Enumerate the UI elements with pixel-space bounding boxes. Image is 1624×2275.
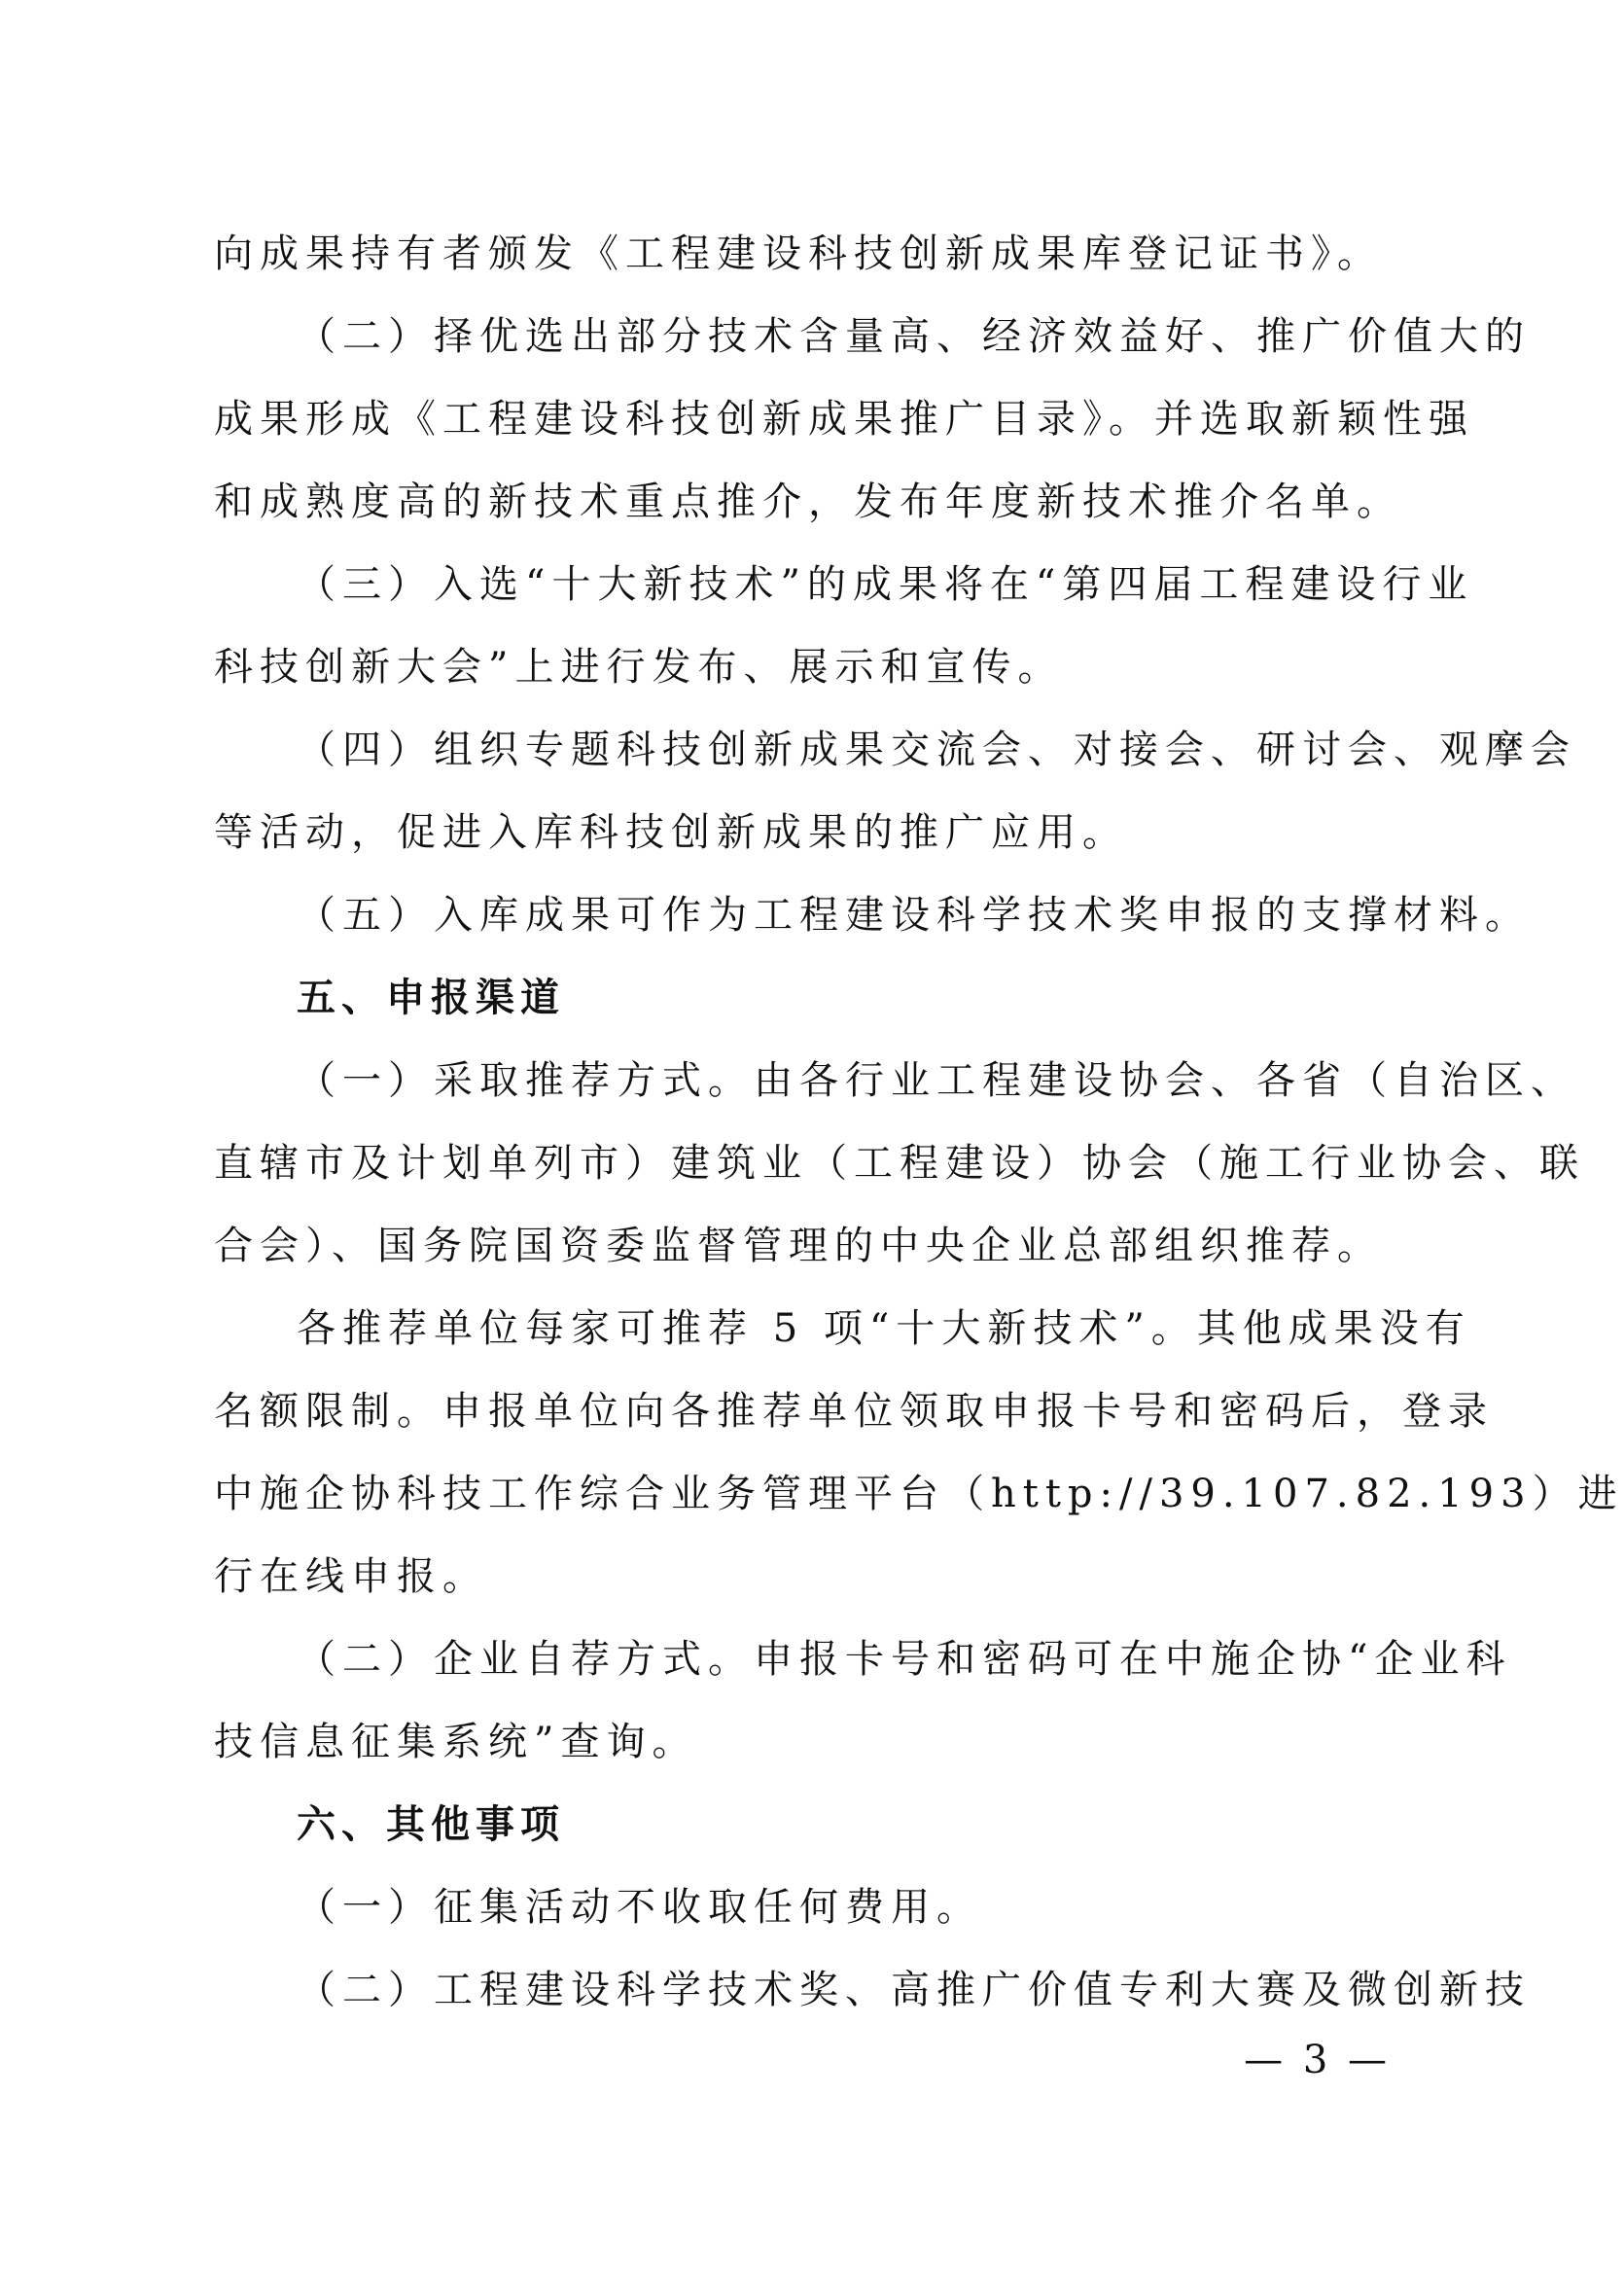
paragraph-line: 成果形成《工程建设科技创新成果推广目录》。并选取新颖性强 xyxy=(214,397,1474,442)
page-number: — 3 — xyxy=(1244,2038,1391,2082)
paragraph-line: （五）入库成果可作为工程建设科学技术奖申报的支撑材料。 xyxy=(297,893,1531,938)
paragraph-line: 中施企协科技工作综合业务管理平台（http://39.107.82.193）进 xyxy=(214,1472,1624,1516)
paragraph-line: （一）征集活动不收取任何费用。 xyxy=(297,1885,982,1930)
paragraph-line: 合会）、国务院国资委监督管理的中央企业总部组织推荐。 xyxy=(214,1224,1383,1268)
paragraph-line: 技信息征集系统”查询。 xyxy=(214,1720,698,1764)
paragraph-line: （二）择优选出部分技术含量高、经济效益好、推广价值大的 xyxy=(297,314,1531,359)
paragraph-line: 直辖市及计划单列市）建筑业（工程建设）协会（施工行业协会、联 xyxy=(214,1141,1585,1186)
paragraph-line: 行在线申报。 xyxy=(214,1554,488,1599)
paragraph-line: （二）企业自荐方式。申报卡号和密码可在中施企协“企业科 xyxy=(297,1637,1512,1682)
paragraph-line: （一）采取推荐方式。由各行业工程建设协会、各省（自治区、 xyxy=(297,1058,1576,1103)
paragraph-line: 名额限制。申报单位向各推荐单位领取申报卡号和密码后，登录 xyxy=(214,1389,1494,1434)
paragraph-line: 向成果持有者颁发《工程建设科技创新成果库登记证书》。 xyxy=(214,231,1383,276)
paragraph-line: （三）入选“十大新技术”的成果将在“第四届工程建设行业 xyxy=(297,562,1474,607)
paragraph-line: 各推荐单位每家可推荐 5 项“十大新技术”。其他成果没有 xyxy=(297,1306,1471,1351)
paragraph-line: （二）工程建设科学技术奖、高推广价值专利大赛及微创新技 xyxy=(297,1968,1531,2012)
paragraph-line: 科技创新大会”上进行发布、展示和宣传。 xyxy=(214,645,1064,690)
paragraph-line: 和成熟度高的新技术重点推介，发布年度新技术推介名单。 xyxy=(214,480,1402,524)
paragraph-line: 等活动，促进入库科技创新成果的推广应用。 xyxy=(214,810,1128,855)
section-heading-other-matters: 六、其他事项 xyxy=(297,1802,565,1847)
section-heading-channels: 五、申报渠道 xyxy=(297,976,565,1020)
paragraph-line: （四）组织专题科技创新成果交流会、对接会、研讨会、观摩会 xyxy=(297,728,1576,772)
